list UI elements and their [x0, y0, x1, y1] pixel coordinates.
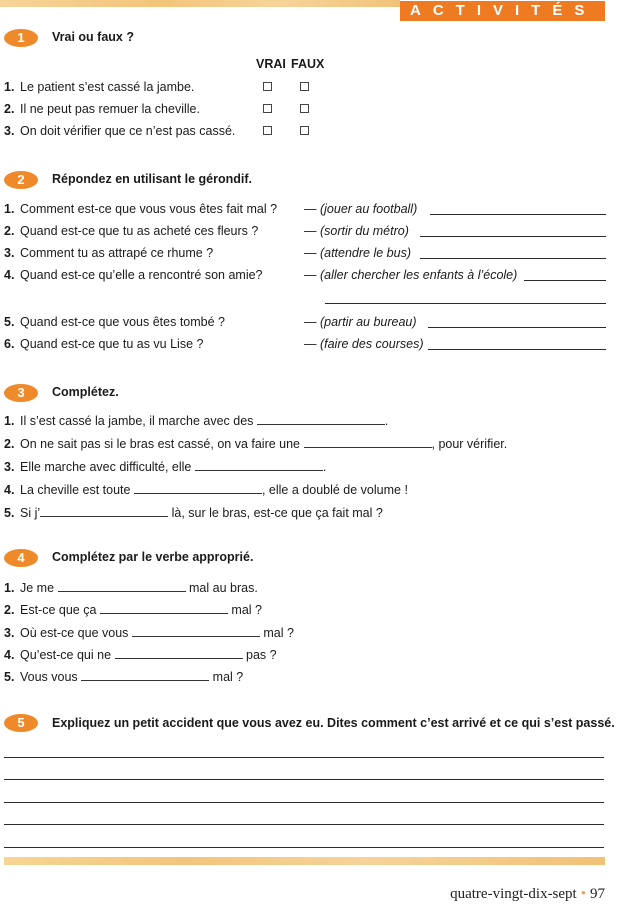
ex2-item-5: 5. Quand est-ce que vous êtes tombé ?	[4, 315, 225, 329]
exercise-4-title: Complétez par le verbe approprié.	[52, 550, 254, 564]
ex1-item-2-vrai-checkbox[interactable]	[263, 104, 272, 113]
exercise-5-title: Expliquez un petit accident que vous avez eu. Dites comment c’est arrivé et ce qui s’est passé.	[52, 716, 615, 730]
ex4-item-5-blank[interactable]	[81, 669, 209, 681]
ex3-item-4: 4. La cheville est toute , elle a doublé de volume !	[4, 483, 408, 497]
ex2-item-2-hint: — (sortir du métro)	[304, 224, 409, 238]
ex4-item-5: 5. Vous vous mal ?	[4, 670, 244, 684]
ex5-writing-line-2[interactable]	[4, 779, 604, 780]
ex5-writing-line-3[interactable]	[4, 802, 604, 803]
ex2-item-3-hint: — (attendre le bus)	[304, 246, 411, 260]
exercise-3-title: Complétez.	[52, 385, 119, 399]
exercise-5-badge: 5	[4, 714, 38, 732]
ex1-item-2-faux-checkbox[interactable]	[300, 104, 309, 113]
ex2-item-6-answer-line[interactable]	[428, 349, 606, 350]
column-vrai: VRAI	[256, 57, 286, 71]
ex2-item-6: 6. Quand est-ce que tu as vu Lise ?	[4, 337, 204, 351]
ex2-item-1-hint: — (jouer au football)	[304, 202, 418, 216]
ex2-item-4: 4. Quand est-ce qu’elle a rencontré son amie?	[4, 268, 263, 282]
ex4-item-4-blank[interactable]	[115, 647, 243, 659]
ex4-item-2: 2. Est-ce que ça mal ?	[4, 603, 262, 617]
ex1-item-3: 3. On doit vérifier que ce n’est pas cassé.	[4, 124, 236, 138]
ex5-writing-line-1[interactable]	[4, 757, 604, 758]
ex1-item-1-vrai-checkbox[interactable]	[263, 82, 272, 91]
ex4-item-1: 1. Je me mal au bras.	[4, 581, 258, 595]
exercise-1-title: Vrai ou faux ?	[52, 30, 134, 44]
ex2-item-4-answer-line-2[interactable]	[325, 303, 606, 304]
ex4-item-4: 4. Qu’est-ce qui ne pas ?	[4, 648, 277, 662]
ex4-item-3-blank[interactable]	[132, 625, 260, 637]
ex3-item-1-blank[interactable]	[257, 413, 385, 425]
ex3-item-1: 1. Il s’est cassé la jambe, il marche avec des .	[4, 414, 389, 428]
ex2-item-6-hint: — (faire des courses)	[304, 337, 424, 351]
ex1-item-3-faux-checkbox[interactable]	[300, 126, 309, 135]
ex2-item-3: 3. Comment tu as attrapé ce rhume ?	[4, 246, 214, 260]
page-number: 97	[590, 886, 605, 902]
ex2-item-2-answer-line[interactable]	[420, 236, 606, 237]
ex5-writing-line-5[interactable]	[4, 847, 604, 848]
bullet-dot: •	[580, 886, 586, 902]
ex2-item-5-answer-line[interactable]	[428, 327, 606, 328]
top-decorative-band	[0, 0, 400, 7]
ex2-item-4-answer-line[interactable]	[524, 280, 606, 281]
ex2-item-1: 1. Comment est-ce que vous vous êtes fait mal ?	[4, 202, 278, 216]
ex1-item-2: 2. Il ne peut pas remuer la cheville.	[4, 102, 200, 116]
page-number-words: quatre-vingt-dix-sept	[450, 886, 577, 902]
ex2-item-3-answer-line[interactable]	[420, 258, 606, 259]
ex3-item-5-blank[interactable]	[40, 505, 168, 517]
ex2-item-5-hint: — (partir au bureau)	[304, 315, 417, 329]
section-label: ACTIVITÉS	[400, 1, 605, 21]
ex3-item-3: 3. Elle marche avec difficulté, elle .	[4, 460, 327, 474]
exercise-2-title: Répondez en utilisant le gérondif.	[52, 172, 253, 186]
exercise-4-badge: 4	[4, 549, 38, 567]
ex2-item-4-hint: — (aller chercher les enfants à l’école)	[304, 268, 518, 282]
ex3-item-3-blank[interactable]	[195, 459, 323, 471]
ex2-item-1-answer-line[interactable]	[430, 214, 606, 215]
ex3-item-5: 5. Si j’ là, sur le bras, est-ce que ça fait mal ?	[4, 506, 383, 520]
exercise-2-badge: 2	[4, 171, 38, 189]
page-footer	[450, 886, 605, 903]
ex3-item-2: 2. On ne sait pas si le bras est cassé, on va faire une , pour vérifier.	[4, 437, 508, 451]
ex1-item-1-faux-checkbox[interactable]	[300, 82, 309, 91]
column-faux: FAUX	[291, 57, 325, 71]
ex1-item-3-vrai-checkbox[interactable]	[263, 126, 272, 135]
ex4-item-3: 3. Où est-ce que vous mal ?	[4, 626, 294, 640]
ex4-item-2-blank[interactable]	[100, 602, 228, 614]
bottom-decorative-band	[4, 857, 605, 865]
ex3-item-4-blank[interactable]	[134, 482, 262, 494]
ex1-item-1: 1. Le patient s’est cassé la jambe.	[4, 80, 195, 94]
ex3-item-2-blank[interactable]	[304, 436, 432, 448]
ex4-item-1-blank[interactable]	[58, 580, 186, 592]
exercise-1-badge: 1	[4, 29, 38, 47]
ex5-writing-line-4[interactable]	[4, 824, 604, 825]
ex2-item-2: 2. Quand est-ce que tu as acheté ces fleurs ?	[4, 224, 259, 238]
exercise-3-badge: 3	[4, 384, 38, 402]
